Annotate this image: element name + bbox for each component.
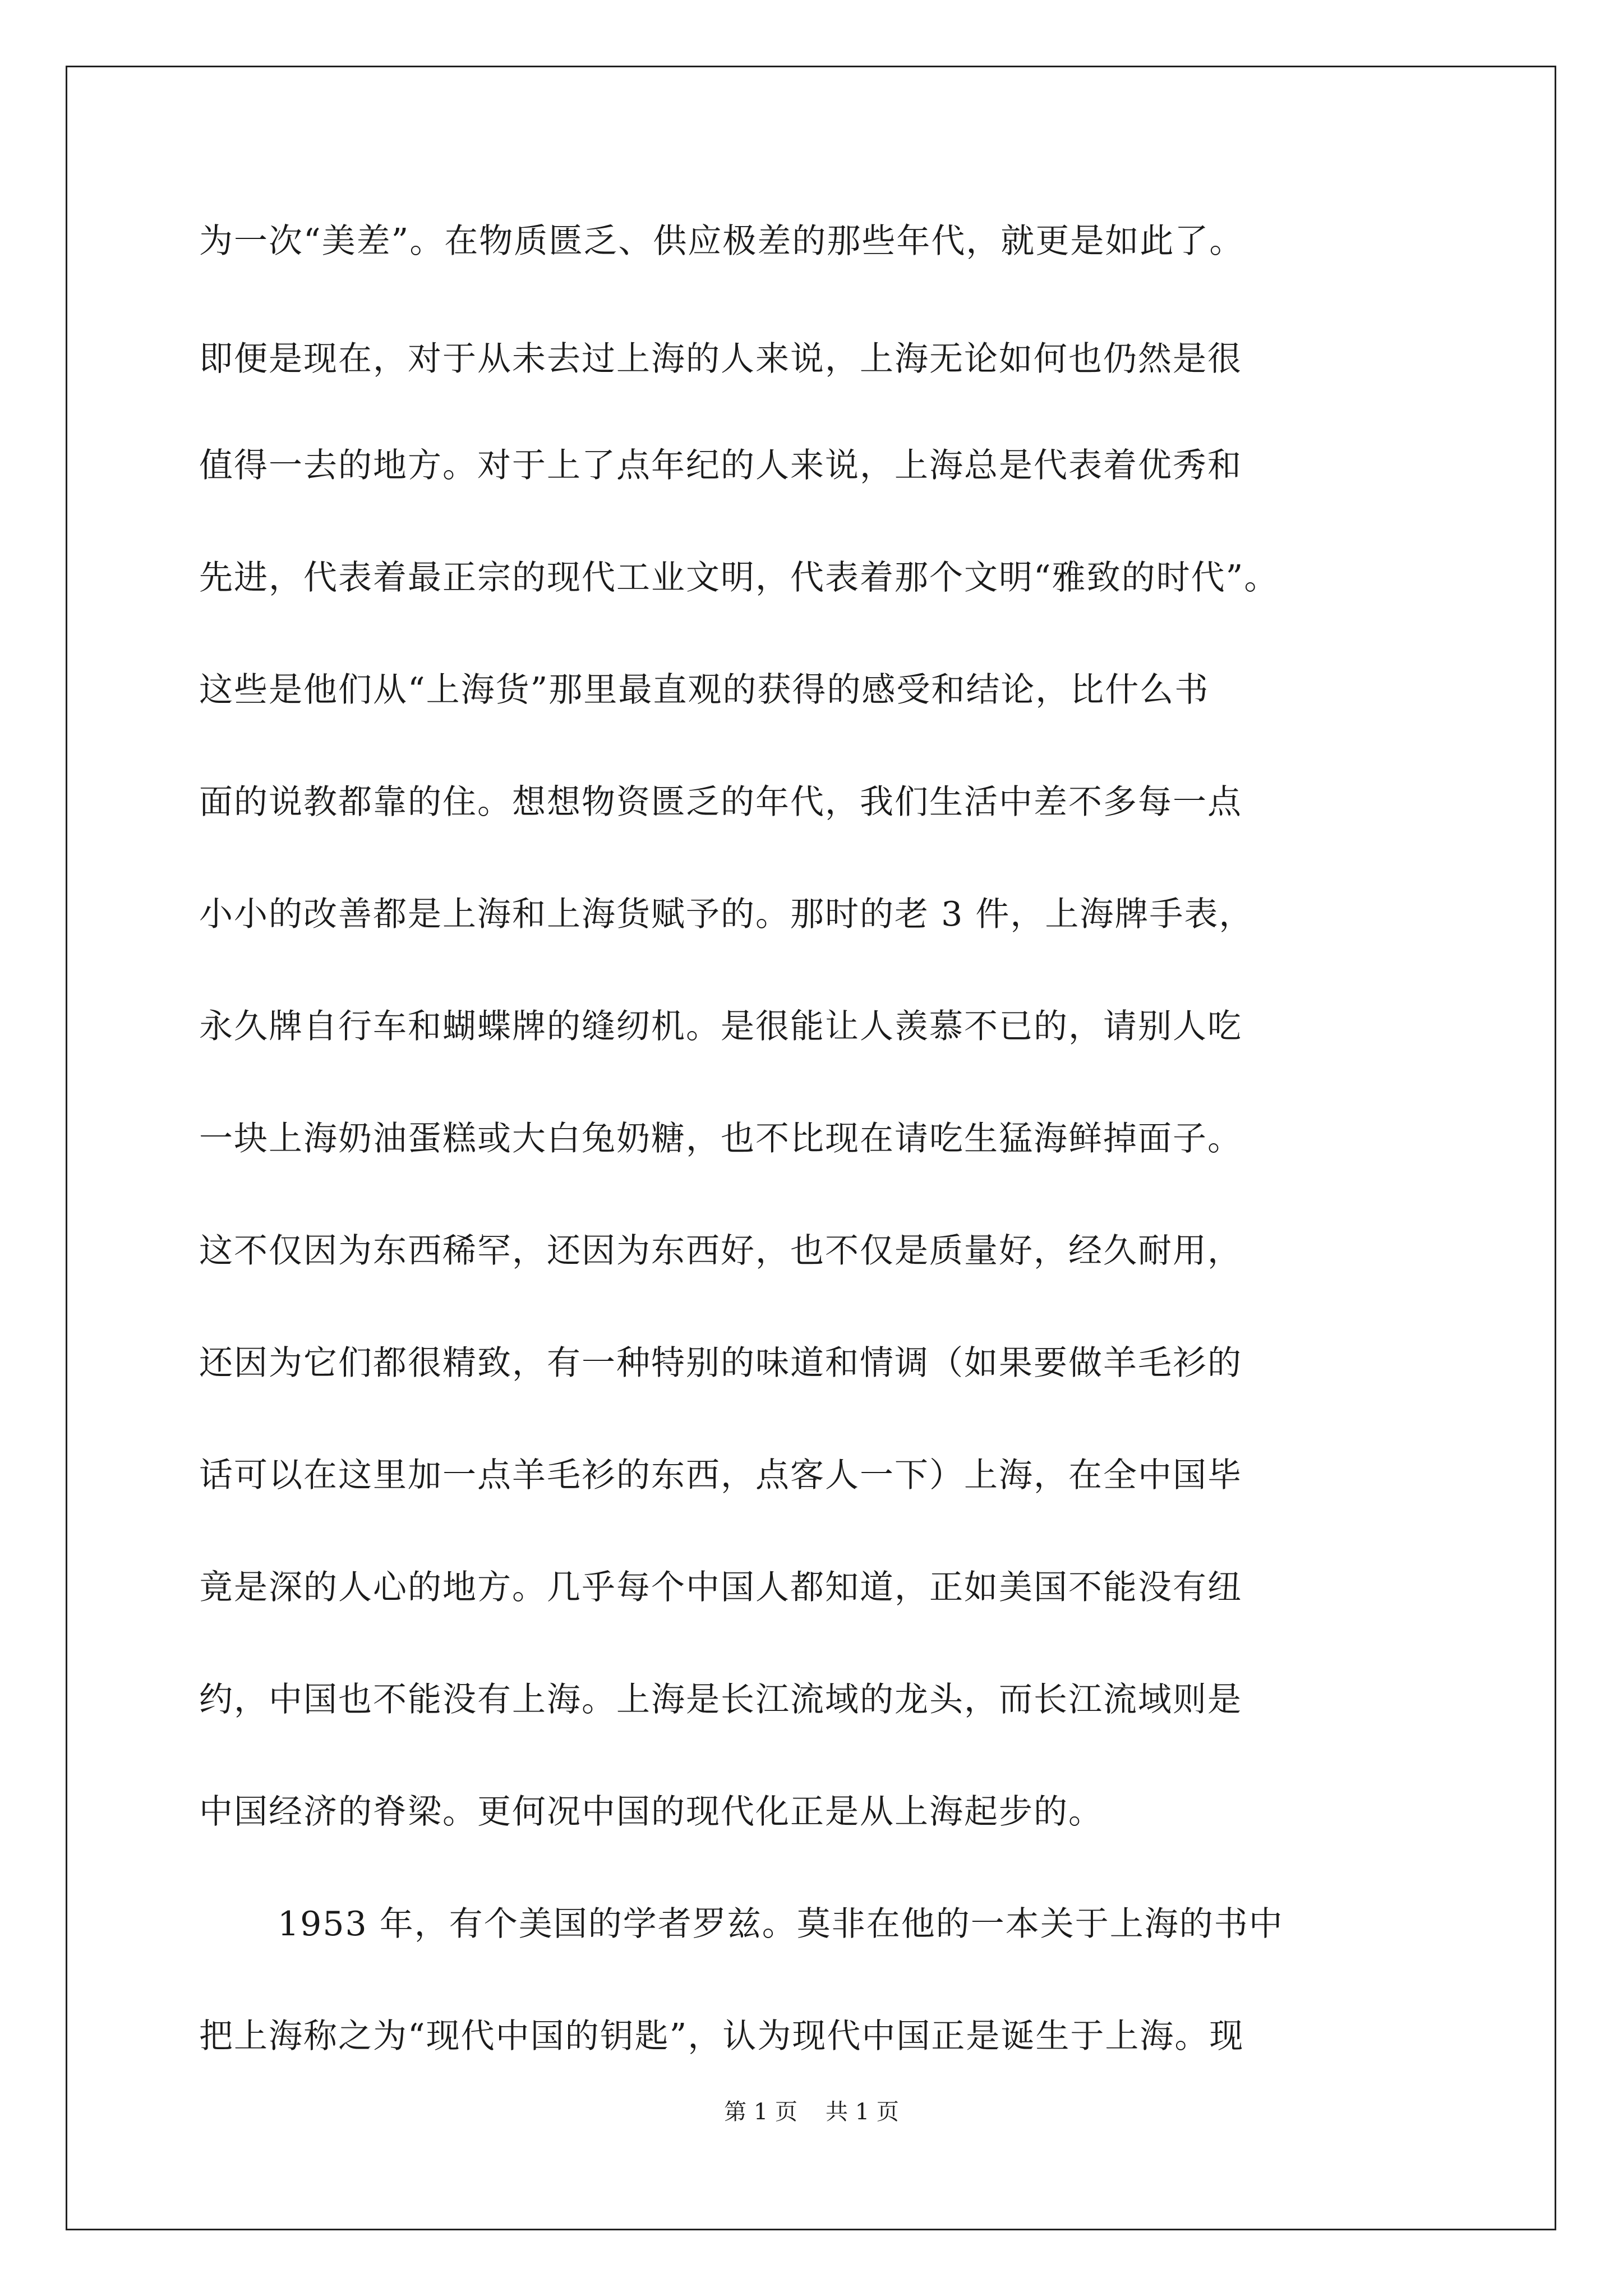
text-line: 值得一去的地方。对于上了点年纪的人来说，上海总是代表着优秀和 — [199, 446, 1242, 485]
text-line: 把上海称之为“现代中国的钥匙”，认为现代中国正是诞生于上海。现 — [199, 2017, 1244, 2056]
page-number: 第 1 页 — [724, 2099, 797, 2125]
text-line: 即便是现在，对于从未去过上海的人来说，上海无论如何也仍然是很 — [199, 339, 1242, 379]
page-total: 共 1 页 — [826, 2099, 899, 2125]
page-footer — [0, 2098, 1623, 2126]
text-line: 还因为它们都很精致，有一种特别的味道和情调（如果要做羊毛衫的 — [199, 1343, 1242, 1383]
text-line: 一块上海奶油蛋糕或大白兔奶糖，也不比现在请吃生猛海鲜掉面子。 — [199, 1119, 1242, 1158]
text-line: 约，中国也不能没有上海。上海是长江流域的龙头，而长江流域则是 — [199, 1680, 1242, 1719]
text-line: 为一次“美差”。在物质匮乏、供应极差的那些年代，就更是如此了。 — [199, 222, 1244, 261]
text-line: 这不仅因为东西稀罕，还因为东西好，也不仅是质量好，经久耐用， — [199, 1231, 1242, 1271]
text-line: 中国经济的脊梁。更何况中国的现代化正是从上海起步的。 — [199, 1792, 1103, 1832]
text-line: 先进，代表着最正宗的现代工业文明，代表着那个文明“雅致的时代”。 — [199, 558, 1279, 597]
paragraph-start-line: 1953 年，有个美国的学者罗兹。莫非在他的一本关于上海的书中 — [278, 1904, 1284, 1944]
text-line: 面的说教都靠的住。想想物资匮乏的年代，我们生活中差不多每一点 — [199, 783, 1242, 822]
text-line: 永久牌自行车和蝴蝶牌的缝纫机。是很能让人羡慕不已的，请别人吃 — [199, 1007, 1242, 1046]
text-line: 小小的改善都是上海和上海货赋予的。那时的老 3 件，上海牌手表， — [199, 895, 1254, 934]
text-line: 竟是深的人心的地方。几乎每个中国人都知道，正如美国不能没有纽 — [199, 1568, 1242, 1607]
text-line: 这些是他们从“上海货”那里最直观的获得的感受和结论，比什么书 — [199, 670, 1210, 710]
text-line: 话可以在这里加一点羊毛衫的东西，点客人一下）上海，在全中国毕 — [199, 1456, 1242, 1495]
